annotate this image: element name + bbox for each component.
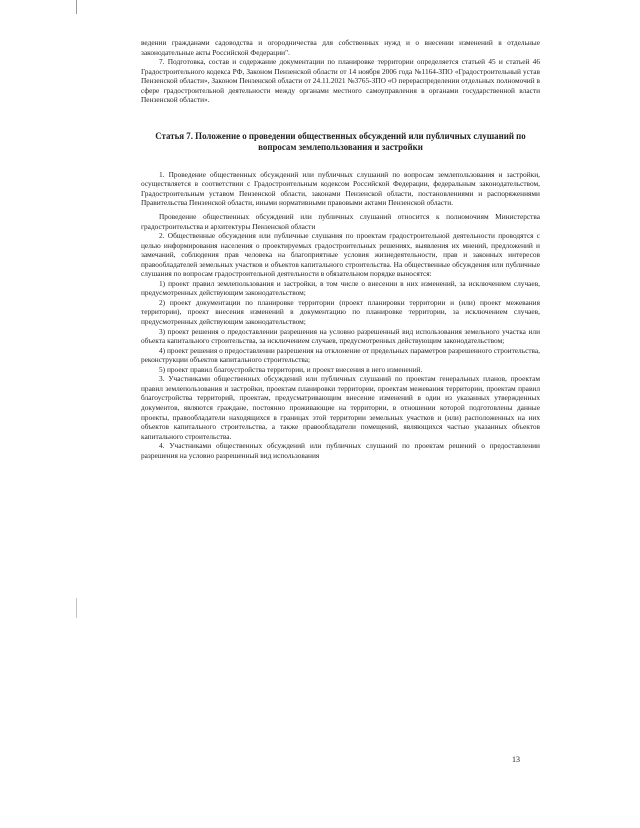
- page-number: 13: [512, 755, 520, 764]
- paragraph: 3. Участниками общественных обсуждений или публичных слушаний по проектам генеральных планов, проектам правил землепользования и застройки, проектам планировки территории, проектам межевания территории, проектам правил благоустройства территорий, проектам, предусматривающим внесение изменений в один из указанных утвержденных документов, являются граждане, постоянно проживающие на территории, в отношении которой подготовлены данные проекты, правообладатели находящихся в границах этой территории земельных участков и (или) расположенных на них объектов капитального строительства, а также правообладатели помещений, являющихся частью указанных объектов капитального строительства.: [141, 374, 540, 441]
- list-item: 4) проект решения о предоставлении разрешения на отклонение от предельных параметров разрешенного строительства, реконструкции объектов капитального строительства;: [141, 345, 540, 365]
- list-item: 1) проект правил землепользования и застройки, в том числе о внесении в них изменений, за исключением случаев, предусмотренных действующим законодательством;: [141, 278, 540, 298]
- paragraph: 4. Участниками общественных обсуждений или публичных слушаний по проектам решений о предоставлении разрешения на условно разрешенный вид использования: [141, 441, 540, 460]
- list-item: 5) проект правил благоустройства территории, и проект внесения в него изменений.: [159, 364, 423, 374]
- scan-edge-mark: [76, 598, 77, 618]
- paragraph: ведении гражданами садоводства и огородничества для собственных нужд и о внесении изменений в отдельные законодательные акты Российской Федерации".: [141, 38, 540, 57]
- document-page: [141, 38, 540, 460]
- scan-edge-mark: [76, 0, 77, 14]
- paragraph: 7. Подготовка, состав и содержание документации по планировке территории определяется статьей 45 и статьей 46 Градостроительного кодекса РФ, Законом Пензенской области от 14 ноября 2006 года №1164-ЗПО «Градостроительный устав Пензенской области», Законом Пензенской области от 24.11.2021 №3765-ЗПО «О перераспределении отдельных полномочий в сфере градостроительной деятельности между органами местного самоуправления в органами государственной власти Пензенской области».: [141, 57, 540, 105]
- paragraph: 2. Общественные обсуждения или публичные слушания по проектам градостроительной деятельности проводятся с целью информирования населения о проектируемых градостроительных решениях, выявления их мнений, предложений и замечаний, соблюдения прав человека на благоприятные условия жизнедеятельности, прав и законных интересов правообладателей земельных участков и объектов капитального строительства. На общественные обсуждения или публичные слушания по вопросам градостроительной деятельности в обязательном порядке выносятся:: [141, 231, 540, 279]
- article-heading: Статья 7. Положение о проведении общественных обсуждений или публичных слушаний по вопросам землепользования и застройки: [155, 130, 526, 152]
- paragraph: Проведение общественных обсуждений или публичных слушаний относится к полномочиям Министерства градостроительства и архитектуры Пензенской области: [141, 212, 540, 231]
- paragraph: 1. Проведение общественных обсуждений или публичных слушаний по вопросам землепользования и застройки, осуществляется в соответствии с Градостроительным кодексом Российской Федерации, федеральным законодательством, Градостроительным уставом Пензенской области, законами Пензенской области, постановлениями и распоряжениями Правительства Пензенской области, иными нормативными правовыми актами Пензенской области.: [141, 169, 540, 208]
- list-item: 2) проект документации по планировке территории (проект планировки территории и (или) проект межевания территории), проект внесения изменений в документацию по планировке территории, за исключением случаев, предусмотренных действующим законодательством;: [141, 297, 540, 327]
- list-item: 3) проект решения о предоставлении разрешения на условно разрешенный вид использования земельного участка или объекта капитального строительства, за исключением случаев, предусмотренных действующим законодательством;: [141, 326, 540, 346]
